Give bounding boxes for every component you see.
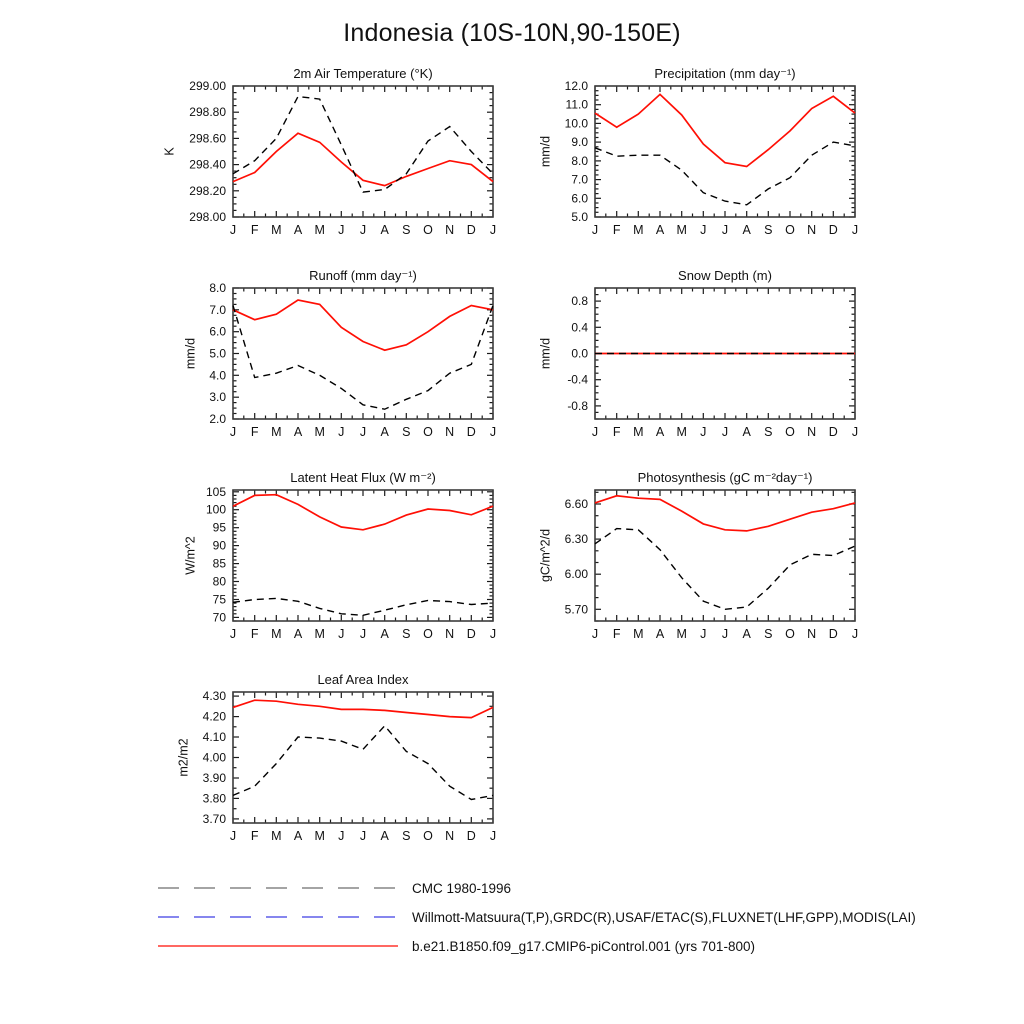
x-tick-label: M	[271, 425, 282, 439]
legend-label: CMC 1980-1996	[412, 880, 512, 896]
series-obs-line	[233, 97, 493, 193]
panel-title: Leaf Area Index	[317, 672, 409, 687]
y-tick-label: 0.8	[571, 294, 588, 309]
panel-air-temperature	[155, 62, 505, 259]
series-model-line	[233, 495, 493, 530]
x-tick-label: A	[655, 223, 665, 237]
y-tick-label: 90	[212, 538, 226, 553]
x-tick-label: D	[466, 425, 476, 439]
x-tick-label: J	[591, 425, 599, 439]
y-tick-label: -0.4	[567, 372, 588, 387]
x-tick-label: A	[742, 425, 751, 439]
panel-runoff	[155, 264, 505, 461]
x-tick-label: J	[700, 223, 707, 237]
x-tick-label: J	[229, 829, 237, 843]
x-tick-label: A	[293, 223, 303, 237]
x-tick-label: S	[402, 425, 411, 439]
x-tick-label: M	[314, 627, 325, 641]
x-tick-label: S	[764, 425, 773, 439]
x-tick-label: J	[359, 627, 367, 641]
x-tick-label: J	[229, 425, 237, 439]
x-tick-label: J	[489, 627, 497, 641]
panel-precipitation	[517, 62, 867, 259]
x-tick-label: A	[655, 425, 665, 439]
series-obs-line	[233, 306, 493, 410]
y-axis-label: K	[162, 147, 177, 156]
x-tick-label: A	[742, 627, 751, 641]
series-obs-line	[595, 529, 855, 610]
x-tick-label: J	[359, 223, 367, 237]
x-tick-label: M	[314, 829, 325, 843]
panel-title: Latent Heat Flux (W m⁻²)	[290, 470, 436, 485]
y-tick-label: 6.60	[564, 497, 588, 511]
x-tick-label: D	[466, 223, 476, 237]
x-tick-label: N	[445, 425, 455, 439]
x-tick-label: J	[721, 223, 729, 237]
plot-frame	[233, 288, 493, 419]
x-tick-label: N	[807, 627, 817, 641]
y-tick-label: 6.00	[564, 567, 588, 582]
legend-item-cmc-obs	[157, 881, 916, 895]
y-tick-label: -0.8	[567, 398, 588, 413]
x-tick-label: S	[764, 627, 773, 641]
x-tick-label: J	[338, 223, 345, 237]
y-tick-label: 75	[212, 592, 226, 607]
plot-frame	[595, 490, 855, 621]
series-model-line	[233, 133, 493, 185]
panel-plot	[517, 264, 867, 461]
panel-title: Precipitation (mm day⁻¹)	[654, 66, 796, 81]
x-tick-label: N	[445, 223, 455, 237]
legend-label: b.e21.B1850.f09_g17.CMIP6-piControl.001 (yrs 701-800)	[412, 938, 755, 954]
x-tick-label: N	[445, 627, 455, 641]
panel-plot	[155, 62, 505, 259]
x-tick-label: F	[612, 627, 621, 641]
y-tick-label: 80	[212, 574, 226, 589]
y-tick-label: 298.80	[189, 105, 226, 120]
y-tick-label: 5.70	[564, 602, 588, 617]
x-tick-label: F	[250, 627, 259, 641]
x-tick-label: M	[633, 223, 644, 237]
y-tick-label: 85	[212, 556, 226, 571]
x-tick-label: J	[721, 425, 729, 439]
x-tick-label: D	[828, 425, 838, 439]
y-tick-label: 298.00	[189, 210, 226, 224]
x-tick-label: A	[293, 425, 303, 439]
panel-plot	[517, 62, 867, 259]
plot-frame	[233, 692, 493, 823]
legend-item-willmott-obs	[157, 910, 916, 924]
x-tick-label: S	[402, 829, 411, 843]
panel-plot	[155, 466, 505, 663]
x-tick-label: A	[380, 223, 389, 237]
y-tick-label: 4.20	[202, 709, 226, 724]
x-tick-label: S	[764, 223, 773, 237]
x-tick-label: J	[851, 223, 859, 237]
x-tick-label: J	[359, 829, 367, 843]
legend-line-sample	[157, 939, 399, 953]
x-tick-label: O	[785, 223, 795, 237]
y-tick-label: 5.0	[571, 210, 588, 224]
y-tick-label: 7.0	[571, 172, 588, 187]
y-tick-label: 7.0	[209, 302, 226, 317]
legend	[157, 881, 916, 968]
series-obs-line	[233, 598, 493, 615]
x-tick-label: J	[229, 627, 237, 641]
x-tick-label: O	[785, 627, 795, 641]
y-axis-label: gC/m^2/d	[538, 528, 553, 583]
x-tick-label: M	[676, 425, 687, 439]
y-tick-label: 11.0	[565, 97, 588, 112]
x-tick-label: S	[402, 223, 411, 237]
y-tick-label: 2.0	[209, 412, 226, 426]
x-tick-label: S	[402, 627, 411, 641]
y-tick-label: 0.0	[571, 346, 588, 361]
y-tick-label: 3.90	[202, 771, 226, 785]
x-tick-label: N	[807, 425, 817, 439]
plot-frame	[233, 490, 493, 621]
y-tick-label: 100	[205, 502, 226, 517]
x-tick-label: D	[828, 223, 838, 237]
x-tick-label: D	[466, 829, 476, 843]
y-axis-label: mm/d	[538, 135, 553, 168]
x-tick-label: A	[380, 425, 389, 439]
panel-title: Snow Depth (m)	[678, 268, 772, 283]
x-tick-label: O	[423, 223, 433, 237]
legend-line-sample	[157, 910, 399, 924]
x-tick-label: F	[612, 223, 621, 237]
y-tick-label: 6.0	[571, 191, 588, 206]
y-tick-label: 6.0	[209, 324, 226, 339]
x-tick-label: J	[489, 223, 497, 237]
x-tick-label: M	[314, 223, 325, 237]
y-tick-label: 5.0	[209, 346, 226, 361]
x-tick-label: D	[466, 627, 476, 641]
x-tick-label: A	[380, 829, 389, 843]
panel-title: 2m Air Temperature (°K)	[293, 66, 433, 81]
x-tick-label: F	[612, 425, 621, 439]
y-tick-label: 10.0	[564, 116, 588, 131]
x-tick-label: J	[359, 425, 367, 439]
y-tick-label: 3.0	[209, 390, 226, 405]
panel-plot	[517, 466, 867, 663]
x-tick-label: D	[828, 627, 838, 641]
y-tick-label: 105	[205, 484, 226, 499]
x-tick-label: J	[591, 223, 599, 237]
series-model-line	[233, 700, 493, 717]
y-tick-label: 9.0	[571, 135, 588, 150]
y-tick-label: 70	[212, 610, 226, 625]
x-tick-label: M	[271, 223, 282, 237]
x-tick-label: A	[655, 627, 665, 641]
panel-latent-heat-flux	[155, 466, 505, 663]
x-tick-label: A	[742, 223, 751, 237]
y-axis-label: mm/d	[183, 337, 198, 370]
x-tick-label: N	[445, 829, 455, 843]
x-tick-label: J	[338, 627, 345, 641]
x-tick-label: M	[633, 425, 644, 439]
y-tick-label: 298.40	[189, 157, 226, 172]
x-tick-label: O	[785, 425, 795, 439]
x-tick-label: A	[293, 829, 303, 843]
panel-leaf-area-index	[155, 668, 505, 865]
x-tick-label: J	[851, 627, 859, 641]
x-tick-label: J	[851, 425, 859, 439]
panel-plot	[155, 264, 505, 461]
x-tick-label: J	[229, 223, 237, 237]
y-tick-label: 4.30	[202, 689, 226, 704]
y-tick-label: 4.10	[202, 730, 226, 744]
y-axis-label: W/m^2	[183, 536, 198, 575]
y-tick-label: 8.0	[209, 281, 226, 295]
x-tick-label: M	[271, 627, 282, 641]
panel-title: Photosynthesis (gC m⁻²day⁻¹)	[637, 470, 813, 485]
x-tick-label: M	[314, 425, 325, 439]
series-model-line	[233, 300, 493, 350]
figure-title: Indonesia (10S-10N,90-150E)	[343, 19, 681, 47]
x-tick-label: F	[250, 425, 259, 439]
x-tick-label: O	[423, 829, 433, 843]
y-tick-label: 299.00	[189, 79, 226, 93]
x-tick-label: F	[250, 223, 259, 237]
x-tick-label: J	[591, 627, 599, 641]
x-tick-label: J	[700, 627, 707, 641]
panel-title: Runoff (mm day⁻¹)	[309, 268, 417, 283]
legend-label: Willmott-Matsuura(T,P),GRDC(R),USAF/ETAC(S),FLUXNET(LHF,GPP),MODIS(LAI)	[412, 909, 916, 925]
panel-photosynthesis	[517, 466, 867, 663]
y-tick-label: 8.0	[571, 153, 588, 168]
x-tick-label: O	[423, 627, 433, 641]
x-tick-label: F	[250, 829, 259, 843]
panel-plot	[155, 668, 505, 865]
x-tick-label: M	[676, 223, 687, 237]
x-tick-label: M	[633, 627, 644, 641]
series-obs-line	[595, 142, 855, 205]
y-tick-label: 95	[212, 520, 226, 535]
y-tick-label: 4.0	[209, 368, 226, 383]
y-tick-label: 3.70	[202, 811, 226, 826]
legend-line-sample	[157, 881, 399, 895]
y-tick-label: 0.4	[571, 320, 588, 335]
y-tick-label: 3.80	[202, 791, 226, 806]
x-tick-label: J	[338, 829, 345, 843]
x-tick-label: J	[721, 627, 729, 641]
y-tick-label: 4.00	[202, 750, 226, 765]
x-tick-label: J	[489, 829, 497, 843]
x-tick-label: O	[423, 425, 433, 439]
y-axis-label: mm/d	[538, 337, 553, 370]
x-tick-label: N	[807, 223, 817, 237]
panel-snow-depth	[517, 264, 867, 461]
y-tick-label: 298.20	[189, 183, 226, 198]
x-tick-label: M	[271, 829, 282, 843]
y-axis-label: m2/m2	[176, 738, 191, 777]
y-tick-label: 298.60	[189, 131, 226, 146]
legend-item-model-run	[157, 939, 916, 953]
series-obs-line	[233, 726, 493, 800]
x-tick-label: M	[676, 627, 687, 641]
x-tick-label: J	[700, 425, 707, 439]
y-tick-label: 12.0	[564, 79, 588, 93]
series-model-line	[595, 496, 855, 531]
x-tick-label: J	[338, 425, 345, 439]
plot-frame	[233, 86, 493, 217]
x-tick-label: A	[293, 627, 303, 641]
x-tick-label: J	[489, 425, 497, 439]
y-tick-label: 6.30	[564, 532, 588, 547]
x-tick-label: A	[380, 627, 389, 641]
